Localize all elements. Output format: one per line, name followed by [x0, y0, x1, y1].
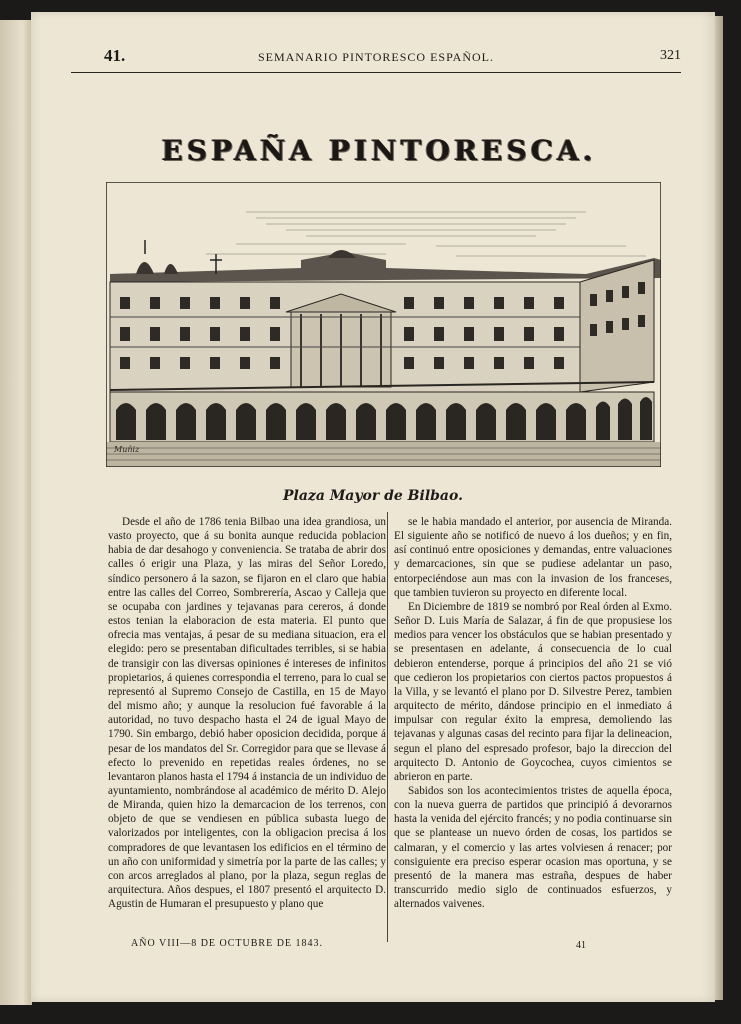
running-header: [71, 46, 681, 73]
page-number: 321: [660, 48, 681, 63]
issue-date-footer: AÑO VIII—8 DE OCTUBRE DE 1843.: [131, 938, 324, 949]
paragraph: Desde el año de 1786 tenia Bilbao una idea grandiosa, un vasto proyecto, que á su bonita aunque reducida poblacion habia de dar desahogo y conveniencia. Se trataba de abrir dos calles ó erigir una Plaza, y las miras del Señor Loredo, síndico personero á la sazon, se fijaron en el claro que habia entre las calles del Correo, Sombrerería, Ascao y Calleja que se ocupaba con jardines y tejavanas para cereros, á donde estos tenian la elaboracion de esta materia. El punto que ofrecia mas ventajas, á pesar de su mediana situacion, era el elegido: pero se presentaban dificultades terribles, si se habia de transigir con las diversas opiniones é intereses de infinitos propietarios, á quienes correspondia el terreno, para lo cual se representó al Supremo Consejo de Castilla, en 15 de Mayo del mismo año; y aunque la resolucion fué favorable á la autoridad, no tuvo despacho hasta el 24 de igual Mayo de 1790. Sin embargo, debió haber oposicion decidida, porque á pesar de los mandatos del Sr. Corregidor para que se llevase á efecto lo prevenido en repetidas reales órdenes, no se levantaron planos hasta el 1794 á instancia de un individuo de ayuntamiento, nombrándose al académico de mérito D. Alejo de Miranda, quien hizo la demarcacion de los terrenos, con objeto de que se vendiesen en pública subasta luego de valorizados por inteligentes, con la obligacion precisa á los compradores de que levantasen los edificios en el término de un año con uniformidad y simetría por la parte de las calles; y con arcos arreglados al plano, por la plaza, segun reglas de arquitectura. Años despues, el 1807 presentó el arquitecto D. Agustin de Humaran el presupuesto y plano que: [108, 516, 386, 911]
engraver-signature: Muñiz: [114, 445, 140, 454]
facing-page-edge: [0, 20, 32, 1005]
paragraph: En Diciembre de 1819 se nombró por Real órden al Exmo. Señor D. Luis María de Salazar, á fin de que propusiese los medios para vencer los obstáculos que se habian presentado y se presentasen en adelante, á consecuencia de lo cual debieron entenderse, porque á principios del año 21 se vió que cedieron los propietarios con ciertos pactos propuestos á la Villa, y se levantó el plano por D. Silvestre Perez, tambien arquitecto de mérito, dándose principio en el inmediato á impulsar con regular éxito la empresa, demoliendo las tejavanas y algunas casas del recinto para fijar la delineacion, segun el plano del espresado profesor, bajo la direccion del arquitecto D. Antonio de Goycochea, cuyos cimientos se abrieron en parte.: [394, 600, 672, 783]
sheet-number-footer: 41: [576, 940, 586, 951]
article-right-column: [394, 515, 672, 911]
article-left-column: [108, 515, 386, 911]
paragraph: Sabidos son los acontecimientos tristes de aquella época, con la nueva guerra de partidos que principió á devorarnos hasta la venida del ejército francés; y no podia continuarse sin que se plantease un nuevo órden de cosas, los partidos se calmaran, y el comercio y las artes volviesen á renacer; por consiguiente era preciso esperar ocasion mas oportuna, y se presentó de la manera mas estraña, despues de haber transcurrido medio siglo de continuados esfuerzos, y alternados vaivenes.: [394, 784, 672, 911]
paragraph: se le habia mandado el anterior, por ausencia de Miranda. El siguiente año se notificó de nuevo á los dueños; y en fin, así continuó entre oposiciones y demandas, entre valuaciones y demarcaciones, sin que se pudiese adelantar un paso, entorpeciéndose aun mas con la invasion de los franceses, que tambien tuvieron su proyecto en diferente local.: [394, 516, 672, 599]
publication-title: SEMANARIO PINTORESCO ESPAÑOL.: [257, 50, 495, 64]
building-engraving: [106, 182, 661, 467]
issue-number: 41.: [104, 46, 126, 65]
newspaper-page: [31, 12, 715, 1002]
section-title: ESPAÑA PINTORESCA.: [161, 134, 597, 167]
column-rule: [387, 512, 388, 942]
illustration-caption: Plaza Mayor de Bilbao.: [283, 488, 463, 504]
